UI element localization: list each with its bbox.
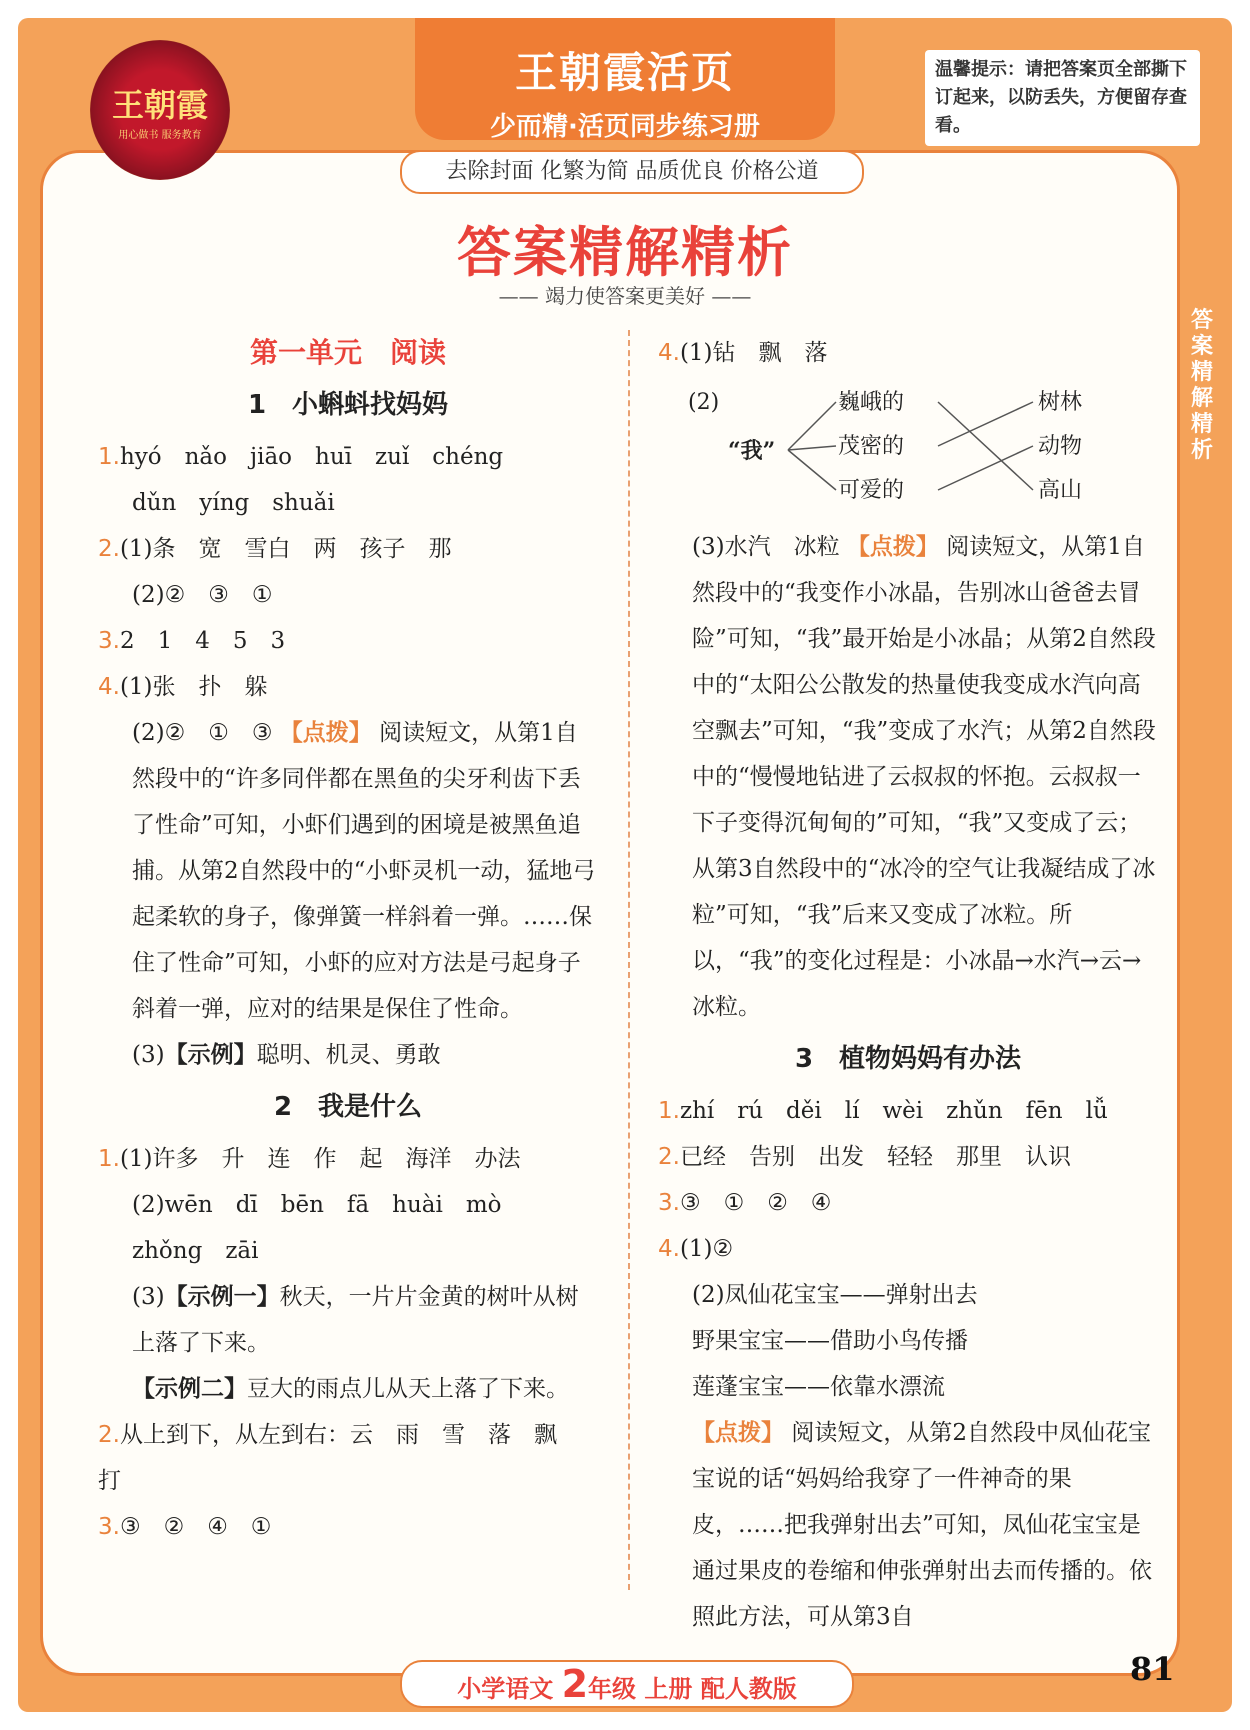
answer-line: 野果宝宝——借助小鸟传播 (692, 1328, 968, 1354)
column-divider (628, 330, 630, 1590)
brand-subtitle: 少而精·活页同步练习册 (490, 112, 760, 142)
match-right: 高山 (1038, 478, 1083, 503)
match-left: 茂密的 (838, 434, 905, 459)
page-title: 答案精解精析 (457, 221, 793, 284)
answer-line: 1.hyó nǎo jiāo huī zuǐ chéng (98, 444, 504, 470)
lesson-title-2: 2 我是什么 (273, 1092, 423, 1122)
match-right: 树林 (1038, 390, 1083, 415)
answer-line: (3)【示例】聪明、机灵、勇敢 (132, 1041, 441, 1068)
answer-line: 3.2 1 4 5 3 (98, 628, 286, 654)
answer-line: (2)wēn dī bēn fā huài mò (132, 1192, 502, 1218)
answer-line: 1.zhí rú děi lí wèi zhǔn fēn lǚ (658, 1098, 1108, 1124)
answer-line: zhǒng zāi (132, 1238, 259, 1264)
answer-line: 2.从上到下，从左到右：云 雨 雪 落 飘 打 (98, 1422, 580, 1494)
match-left: 巍峨的 (838, 390, 905, 415)
match-center: “我” (728, 438, 776, 464)
answer-line: 1.(1)许多 升 连 作 起 海洋 办法 (98, 1146, 521, 1172)
answer-line: 【示例二】豆大的雨点儿从天上落了下来。 (132, 1375, 569, 1402)
answer-line: 3.③ ① ② ④ (658, 1190, 832, 1216)
slogan: 去除封面 化繁为简 品质优良 价格公道 (400, 150, 864, 194)
page-number: 81 (1130, 1650, 1175, 1688)
lesson-title-3: 3 植物妈妈有办法 (794, 1044, 1022, 1074)
answer-line: (2)② ③ ① (132, 582, 273, 608)
answer-line: 4.(1)钻 飘 落 (658, 340, 828, 366)
answer-line: 4.(1)张 扑 躲 (98, 674, 268, 700)
side-tab: 答案精解精析 (1182, 300, 1222, 472)
answer-line: 莲蓬宝宝——依靠水漂流 (692, 1374, 945, 1400)
unit-title: 第一单元 阅读 (249, 336, 446, 369)
brand-title: 王朝霞活页 (514, 48, 735, 97)
explanation: (3)水汽 冰粒 【点拨】 阅读短文，从第1自然段中的“我变作小冰晶，告别冰山爸爸去冒险”可知，“我”最开始是小冰晶；从第2自然段中的“太阳公公散发的热量使我变成水汽向高空飘去”可知，“我”变成了水汽；从第2自然段中的“慢慢地钻进了云叔叔的怀抱。云叔叔一下子变得沉甸甸的”可知，“我”又变成了云；从第3自然段中的“冰冷的空气让我凝结成了冰粒”可知，“我”后来又变成了冰粒。所以，“我”的变化过程是：小冰晶→水汽→云→冰粒。 (692, 533, 1156, 1020)
hint-label: 【点拨】 (846, 533, 939, 560)
footer-badge: 小学语文 2年级 上册 配人教版 (400, 1660, 854, 1708)
hint-label: 【点拨】 (279, 719, 372, 746)
answer-line: dǔn yíng shuǎi (132, 490, 335, 516)
logo-sub: 用心做书 服务教育 (118, 129, 202, 141)
match-right: 动物 (1038, 434, 1083, 459)
left-column (98, 330, 598, 1550)
match-lines (658, 380, 1058, 520)
right-column (658, 330, 1158, 1640)
page-subtitle: —— 竭力使答案更美好 —— (498, 284, 752, 308)
match-left: 可爱的 (838, 478, 905, 503)
hint-label: 【点拨】 (692, 1419, 784, 1446)
answer-line: 2.(1)条 宽 雪白 两 孩子 那 (98, 536, 452, 562)
answer-line: (2)凤仙花宝宝——弹射出去 (692, 1282, 978, 1308)
lesson-title-1: 1 小蝌蚪找妈妈 (247, 390, 449, 420)
tip-note: 温馨提示：请把答案页全部撕下订起来，以防丢失，方便留存查看。 (925, 50, 1200, 146)
answer-line: 3.③ ② ④ ① (98, 1514, 272, 1540)
matching-diagram: (2) “我” 巍峨的 茂密的 可爱的 树林 动物 高山 (658, 380, 1158, 520)
header-band (415, 18, 835, 140)
answer-line: (3)【示例一】秋天，一片片金黄的树叶从树上落了下来。 (132, 1283, 579, 1356)
explanation: (2)② ① ③ 【点拨】 阅读短文，从第1自然段中的“许多同伴都在黑鱼的尖牙利齿下丢了性命”可知，小虾们遇到的困境是被黑鱼追捕。从第2自然段中的“小虾灵机一动，猛地弓起柔软的身子，像弹簧一样斜着一弹。……保住了性命”可知，小虾的应对方法是弓起身子斜着一弹，应对的结果是保住了性命。 (132, 719, 596, 1022)
publisher-logo (90, 40, 230, 180)
answer-line: 4.(1)② (658, 1236, 734, 1262)
explanation: 【点拨】 阅读短文，从第2自然段中凤仙花宝宝说的话“妈妈给我穿了一件神奇的果皮，……把我弹射出去”可知，凤仙花宝宝是通过果皮的卷缩和伸张弹射出去而传播的。依照此方法，可从第3自 (692, 1419, 1152, 1630)
logo-text: 王朝霞 (111, 85, 208, 124)
answer-line: 2.已经 告别 出发 轻轻 那里 认识 (658, 1144, 1071, 1170)
